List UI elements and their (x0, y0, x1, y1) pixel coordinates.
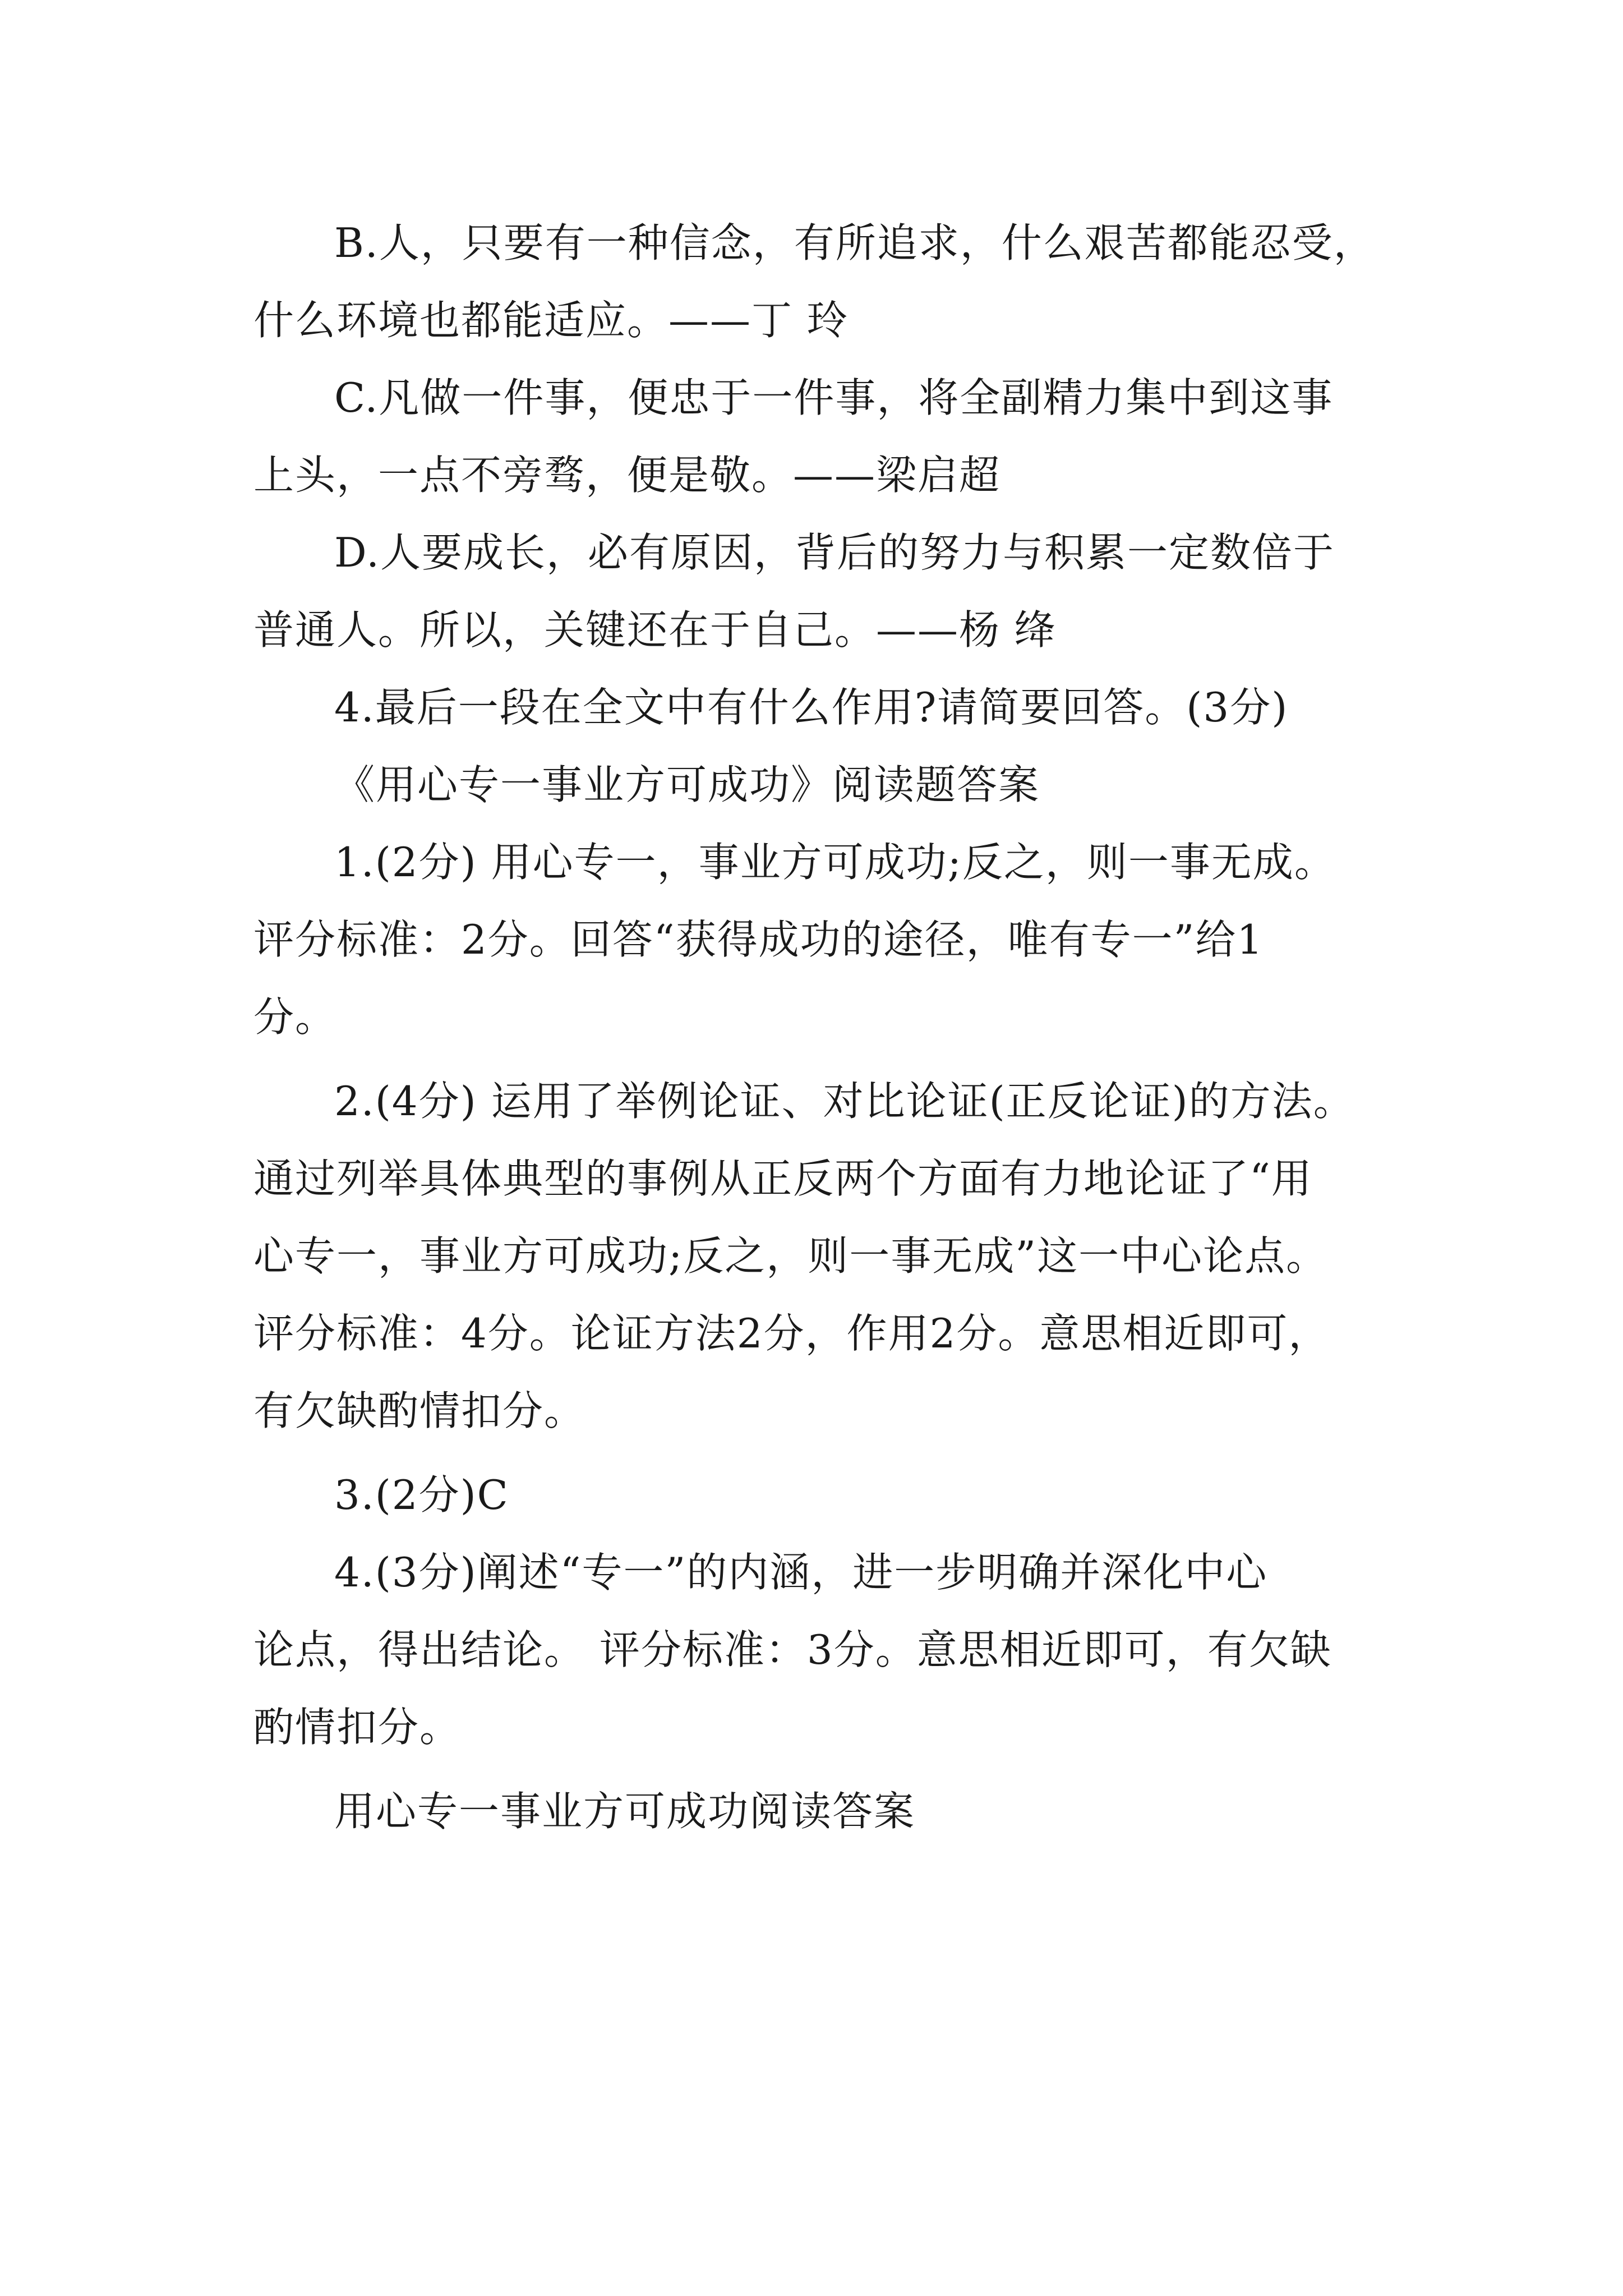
answer-1-paragraph (253, 823, 1398, 1056)
option-d-line-2: 普通人。所以，关键还在于自己。——杨 绛 (253, 606, 1056, 654)
footer-title: 用心专一事业方可成功阅读答案 (334, 1788, 916, 1835)
option-b-line-1: B.人，只要有一种信念，有所追求，什么艰苦都能忍受， (334, 219, 1375, 266)
question-4: 4.最后一段在全文中有什么作用?请简要回答。(3分) (334, 684, 1289, 731)
answer-2-line-1: 2.(4分) 运用了举例论证、对比论证(正反论证)的方法。 (334, 1078, 1355, 1125)
option-c-line-2: 上头，一点不旁骛，便是敬。——梁启超 (253, 452, 1001, 499)
option-b-line-2: 什么环境也都能适应。——丁 玲 (253, 297, 849, 344)
option-b-paragraph (253, 204, 1398, 359)
answer-4-paragraph (253, 1534, 1398, 1766)
answer-1-line-3: 分。 (253, 993, 337, 1041)
option-d-paragraph (253, 514, 1398, 669)
answer-1-line-1: 1.(2分) 用心专一，事业方可成功;反之，则一事无成。 (334, 839, 1336, 886)
answer-4-line-2: 论点，得出结论。 评分标准：3分。意思相近即可，有欠缺 (253, 1626, 1332, 1673)
answer-4-line-3: 酌情扣分。 (253, 1704, 462, 1751)
answer-3: 3.(2分)C (334, 1471, 509, 1519)
answer-section-title: 《用心专一事业方可成功》阅读题答案 (334, 761, 1040, 808)
option-c-line-1: C.凡做一件事，便忠于一件事，将全副精力集中到这事 (334, 374, 1334, 421)
answer-2-line-3: 心专一，事业方可成功;反之，则一事无成”这一中心论点。 (253, 1232, 1328, 1280)
answer-2-paragraph (253, 1062, 1398, 1450)
document-body (253, 204, 1398, 1850)
option-d-line-1: D.人要成长，必有原因，背后的努力与积累一定数倍于 (334, 529, 1335, 576)
answer-2-line-4: 评分标准：4分。论证方法2分，作用2分。意思相近即可， (253, 1310, 1330, 1357)
answer-2-line-2: 通过列举具体典型的事例从正反两个方面有力地论证了“用 (253, 1155, 1313, 1202)
option-c-paragraph (253, 359, 1398, 514)
answer-1-line-2: 评分标准：2分。回答“获得成功的途径，唯有专一”给1 (253, 916, 1264, 963)
answer-2-line-5: 有欠缺酌情扣分。 (253, 1387, 586, 1434)
answer-4-line-1: 4.(3分)阐述“专一”的内涵，进一步明确并深化中心 (334, 1549, 1268, 1596)
